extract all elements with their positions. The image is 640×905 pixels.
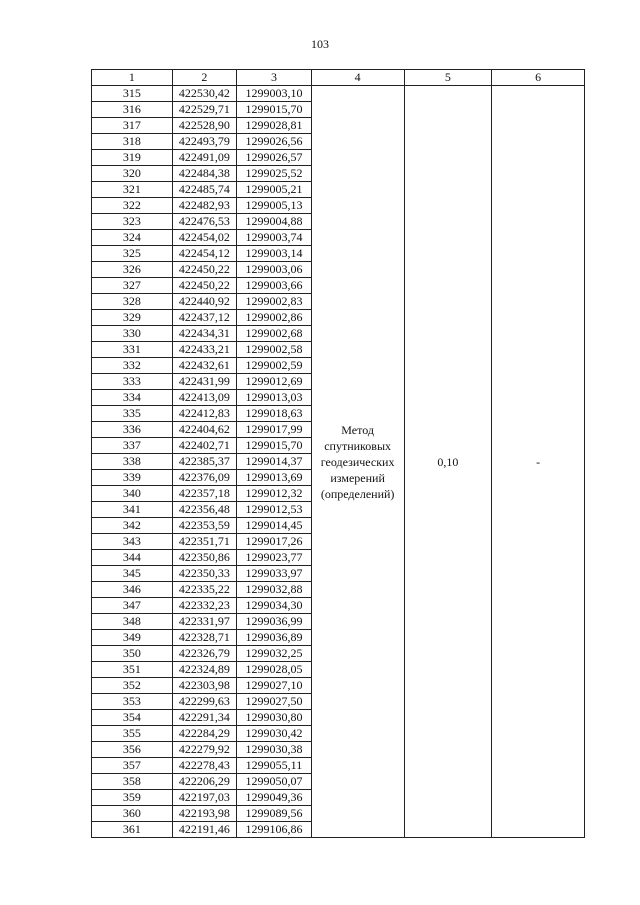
y-coordinate-cell: 1299003,74 bbox=[237, 230, 312, 246]
x-coordinate-cell: 422326,79 bbox=[172, 646, 237, 662]
x-coordinate-cell: 422332,23 bbox=[172, 598, 237, 614]
point-number-cell: 319 bbox=[92, 150, 173, 166]
point-number-cell: 344 bbox=[92, 550, 173, 566]
x-coordinate-cell: 422328,71 bbox=[172, 630, 237, 646]
x-coordinate-cell: 422450,22 bbox=[172, 278, 237, 294]
x-coordinate-cell: 422482,93 bbox=[172, 198, 237, 214]
y-coordinate-cell: 1299002,68 bbox=[237, 326, 312, 342]
point-number-cell: 341 bbox=[92, 502, 173, 518]
y-coordinate-cell: 1299005,13 bbox=[237, 198, 312, 214]
y-coordinate-cell: 1299012,69 bbox=[237, 374, 312, 390]
x-coordinate-cell: 422413,09 bbox=[172, 390, 237, 406]
x-coordinate-cell: 422529,71 bbox=[172, 102, 237, 118]
y-coordinate-cell: 1299033,97 bbox=[237, 566, 312, 582]
x-coordinate-cell: 422206,29 bbox=[172, 774, 237, 790]
point-number-cell: 346 bbox=[92, 582, 173, 598]
point-number-cell: 324 bbox=[92, 230, 173, 246]
y-coordinate-cell: 1299002,83 bbox=[237, 294, 312, 310]
coordinates-table bbox=[91, 69, 585, 838]
y-coordinate-cell: 1299025,52 bbox=[237, 166, 312, 182]
x-coordinate-cell: 422284,29 bbox=[172, 726, 237, 742]
x-coordinate-cell: 422431,99 bbox=[172, 374, 237, 390]
header-col-2: 2 bbox=[172, 70, 237, 86]
y-coordinate-cell: 1299002,58 bbox=[237, 342, 312, 358]
col6-cell: - bbox=[492, 86, 585, 838]
y-coordinate-cell: 1299032,88 bbox=[237, 582, 312, 598]
point-number-cell: 343 bbox=[92, 534, 173, 550]
y-coordinate-cell: 1299028,05 bbox=[237, 662, 312, 678]
y-coordinate-cell: 1299030,80 bbox=[237, 710, 312, 726]
x-coordinate-cell: 422278,43 bbox=[172, 758, 237, 774]
point-number-cell: 333 bbox=[92, 374, 173, 390]
x-coordinate-cell: 422440,92 bbox=[172, 294, 237, 310]
point-number-cell: 331 bbox=[92, 342, 173, 358]
point-number-cell: 345 bbox=[92, 566, 173, 582]
y-coordinate-cell: 1299018,63 bbox=[237, 406, 312, 422]
y-coordinate-cell: 1299036,89 bbox=[237, 630, 312, 646]
point-number-cell: 351 bbox=[92, 662, 173, 678]
header-col-1: 1 bbox=[92, 70, 173, 86]
y-coordinate-cell: 1299017,26 bbox=[237, 534, 312, 550]
x-coordinate-cell: 422485,74 bbox=[172, 182, 237, 198]
x-coordinate-cell: 422404,62 bbox=[172, 422, 237, 438]
header-col-6: 6 bbox=[492, 70, 585, 86]
x-coordinate-cell: 422357,18 bbox=[172, 486, 237, 502]
point-number-cell: 356 bbox=[92, 742, 173, 758]
point-number-cell: 335 bbox=[92, 406, 173, 422]
x-coordinate-cell: 422376,09 bbox=[172, 470, 237, 486]
y-coordinate-cell: 1299036,99 bbox=[237, 614, 312, 630]
x-coordinate-cell: 422484,38 bbox=[172, 166, 237, 182]
point-number-cell: 330 bbox=[92, 326, 173, 342]
x-coordinate-cell: 422197,03 bbox=[172, 790, 237, 806]
point-number-cell: 338 bbox=[92, 454, 173, 470]
y-coordinate-cell: 1299002,86 bbox=[237, 310, 312, 326]
point-number-cell: 339 bbox=[92, 470, 173, 486]
y-coordinate-cell: 1299030,38 bbox=[237, 742, 312, 758]
y-coordinate-cell: 1299004,88 bbox=[237, 214, 312, 230]
point-number-cell: 360 bbox=[92, 806, 173, 822]
x-coordinate-cell: 422385,37 bbox=[172, 454, 237, 470]
y-coordinate-cell: 1299089,56 bbox=[237, 806, 312, 822]
y-coordinate-cell: 1299055,11 bbox=[237, 758, 312, 774]
y-coordinate-cell: 1299027,50 bbox=[237, 694, 312, 710]
header-col-5: 5 bbox=[404, 70, 492, 86]
point-number-cell: 347 bbox=[92, 598, 173, 614]
point-number-cell: 350 bbox=[92, 646, 173, 662]
x-coordinate-cell: 422356,48 bbox=[172, 502, 237, 518]
point-number-cell: 321 bbox=[92, 182, 173, 198]
y-coordinate-cell: 1299049,36 bbox=[237, 790, 312, 806]
method-text-line: геодезических bbox=[320, 454, 395, 469]
point-number-cell: 342 bbox=[92, 518, 173, 534]
x-coordinate-cell: 422350,33 bbox=[172, 566, 237, 582]
y-coordinate-cell: 1299012,53 bbox=[237, 502, 312, 518]
point-number-cell: 317 bbox=[92, 118, 173, 134]
method-cell bbox=[311, 86, 404, 838]
x-coordinate-cell: 422433,21 bbox=[172, 342, 237, 358]
x-coordinate-cell: 422191,46 bbox=[172, 822, 237, 838]
y-coordinate-cell: 1299015,70 bbox=[237, 102, 312, 118]
x-coordinate-cell: 422402,71 bbox=[172, 438, 237, 454]
header-col-4: 4 bbox=[311, 70, 404, 86]
y-coordinate-cell: 1299027,10 bbox=[237, 678, 312, 694]
y-coordinate-cell: 1299106,86 bbox=[237, 822, 312, 838]
y-coordinate-cell: 1299026,57 bbox=[237, 150, 312, 166]
point-number-cell: 320 bbox=[92, 166, 173, 182]
y-coordinate-cell: 1299026,56 bbox=[237, 134, 312, 150]
x-coordinate-cell: 422193,98 bbox=[172, 806, 237, 822]
y-coordinate-cell: 1299028,81 bbox=[237, 118, 312, 134]
point-number-cell: 328 bbox=[92, 294, 173, 310]
x-coordinate-cell: 422350,86 bbox=[172, 550, 237, 566]
x-coordinate-cell: 422432,61 bbox=[172, 358, 237, 374]
point-number-cell: 329 bbox=[92, 310, 173, 326]
x-coordinate-cell: 422353,59 bbox=[172, 518, 237, 534]
point-number-cell: 354 bbox=[92, 710, 173, 726]
point-number-cell: 337 bbox=[92, 438, 173, 454]
x-coordinate-cell: 422493,79 bbox=[172, 134, 237, 150]
y-coordinate-cell: 1299014,45 bbox=[237, 518, 312, 534]
point-number-cell: 323 bbox=[92, 214, 173, 230]
x-coordinate-cell: 422412,83 bbox=[172, 406, 237, 422]
y-coordinate-cell: 1299017,99 bbox=[237, 422, 312, 438]
x-coordinate-cell: 422299,63 bbox=[172, 694, 237, 710]
point-number-cell: 359 bbox=[92, 790, 173, 806]
y-coordinate-cell: 1299005,21 bbox=[237, 182, 312, 198]
x-coordinate-cell: 422351,71 bbox=[172, 534, 237, 550]
x-coordinate-cell: 422454,02 bbox=[172, 230, 237, 246]
y-coordinate-cell: 1299014,37 bbox=[237, 454, 312, 470]
point-number-cell: 352 bbox=[92, 678, 173, 694]
point-number-cell: 325 bbox=[92, 246, 173, 262]
x-coordinate-cell: 422335,22 bbox=[172, 582, 237, 598]
accuracy-cell: 0,10 bbox=[404, 86, 492, 838]
point-number-cell: 322 bbox=[92, 198, 173, 214]
point-number-cell: 318 bbox=[92, 134, 173, 150]
point-number-cell: 349 bbox=[92, 630, 173, 646]
point-number-cell: 332 bbox=[92, 358, 173, 374]
y-coordinate-cell: 1299013,03 bbox=[237, 390, 312, 406]
y-coordinate-cell: 1299015,70 bbox=[237, 438, 312, 454]
table-header-row bbox=[92, 70, 585, 86]
y-coordinate-cell: 1299003,10 bbox=[237, 86, 312, 102]
method-text-line: Метод bbox=[341, 422, 374, 437]
x-coordinate-cell: 422303,98 bbox=[172, 678, 237, 694]
point-number-cell: 353 bbox=[92, 694, 173, 710]
x-coordinate-cell: 422437,12 bbox=[172, 310, 237, 326]
y-coordinate-cell: 1299012,32 bbox=[237, 486, 312, 502]
y-coordinate-cell: 1299002,59 bbox=[237, 358, 312, 374]
point-number-cell: 355 bbox=[92, 726, 173, 742]
point-number-cell: 316 bbox=[92, 102, 173, 118]
x-coordinate-cell: 422528,90 bbox=[172, 118, 237, 134]
y-coordinate-cell: 1299034,30 bbox=[237, 598, 312, 614]
point-number-cell: 327 bbox=[92, 278, 173, 294]
point-number-cell: 340 bbox=[92, 486, 173, 502]
x-coordinate-cell: 422324,89 bbox=[172, 662, 237, 678]
y-coordinate-cell: 1299050,07 bbox=[237, 774, 312, 790]
method-text-line: спутниковых bbox=[324, 438, 392, 453]
y-coordinate-cell: 1299003,66 bbox=[237, 278, 312, 294]
x-coordinate-cell: 422279,92 bbox=[172, 742, 237, 758]
x-coordinate-cell: 422434,31 bbox=[172, 326, 237, 342]
method-text-line: (определений) bbox=[320, 486, 395, 501]
x-coordinate-cell: 422530,42 bbox=[172, 86, 237, 102]
x-coordinate-cell: 422450,22 bbox=[172, 262, 237, 278]
y-coordinate-cell: 1299032,25 bbox=[237, 646, 312, 662]
x-coordinate-cell: 422454,12 bbox=[172, 246, 237, 262]
y-coordinate-cell: 1299003,14 bbox=[237, 246, 312, 262]
point-number-cell: 361 bbox=[92, 822, 173, 838]
y-coordinate-cell: 1299003,06 bbox=[237, 262, 312, 278]
x-coordinate-cell: 422291,34 bbox=[172, 710, 237, 726]
y-coordinate-cell: 1299030,42 bbox=[237, 726, 312, 742]
point-number-cell: 348 bbox=[92, 614, 173, 630]
point-number-cell: 326 bbox=[92, 262, 173, 278]
point-number-cell: 358 bbox=[92, 774, 173, 790]
point-number-cell: 334 bbox=[92, 390, 173, 406]
y-coordinate-cell: 1299013,69 bbox=[237, 470, 312, 486]
header-col-3: 3 bbox=[237, 70, 312, 86]
method-text-line: измерений bbox=[330, 470, 385, 485]
x-coordinate-cell: 422491,09 bbox=[172, 150, 237, 166]
table-row bbox=[92, 86, 585, 102]
page-number: 103 bbox=[311, 37, 329, 51]
point-number-cell: 357 bbox=[92, 758, 173, 774]
x-coordinate-cell: 422476,53 bbox=[172, 214, 237, 230]
x-coordinate-cell: 422331,97 bbox=[172, 614, 237, 630]
point-number-cell: 315 bbox=[92, 86, 173, 102]
y-coordinate-cell: 1299023,77 bbox=[237, 550, 312, 566]
table-body bbox=[92, 86, 585, 838]
point-number-cell: 336 bbox=[92, 422, 173, 438]
